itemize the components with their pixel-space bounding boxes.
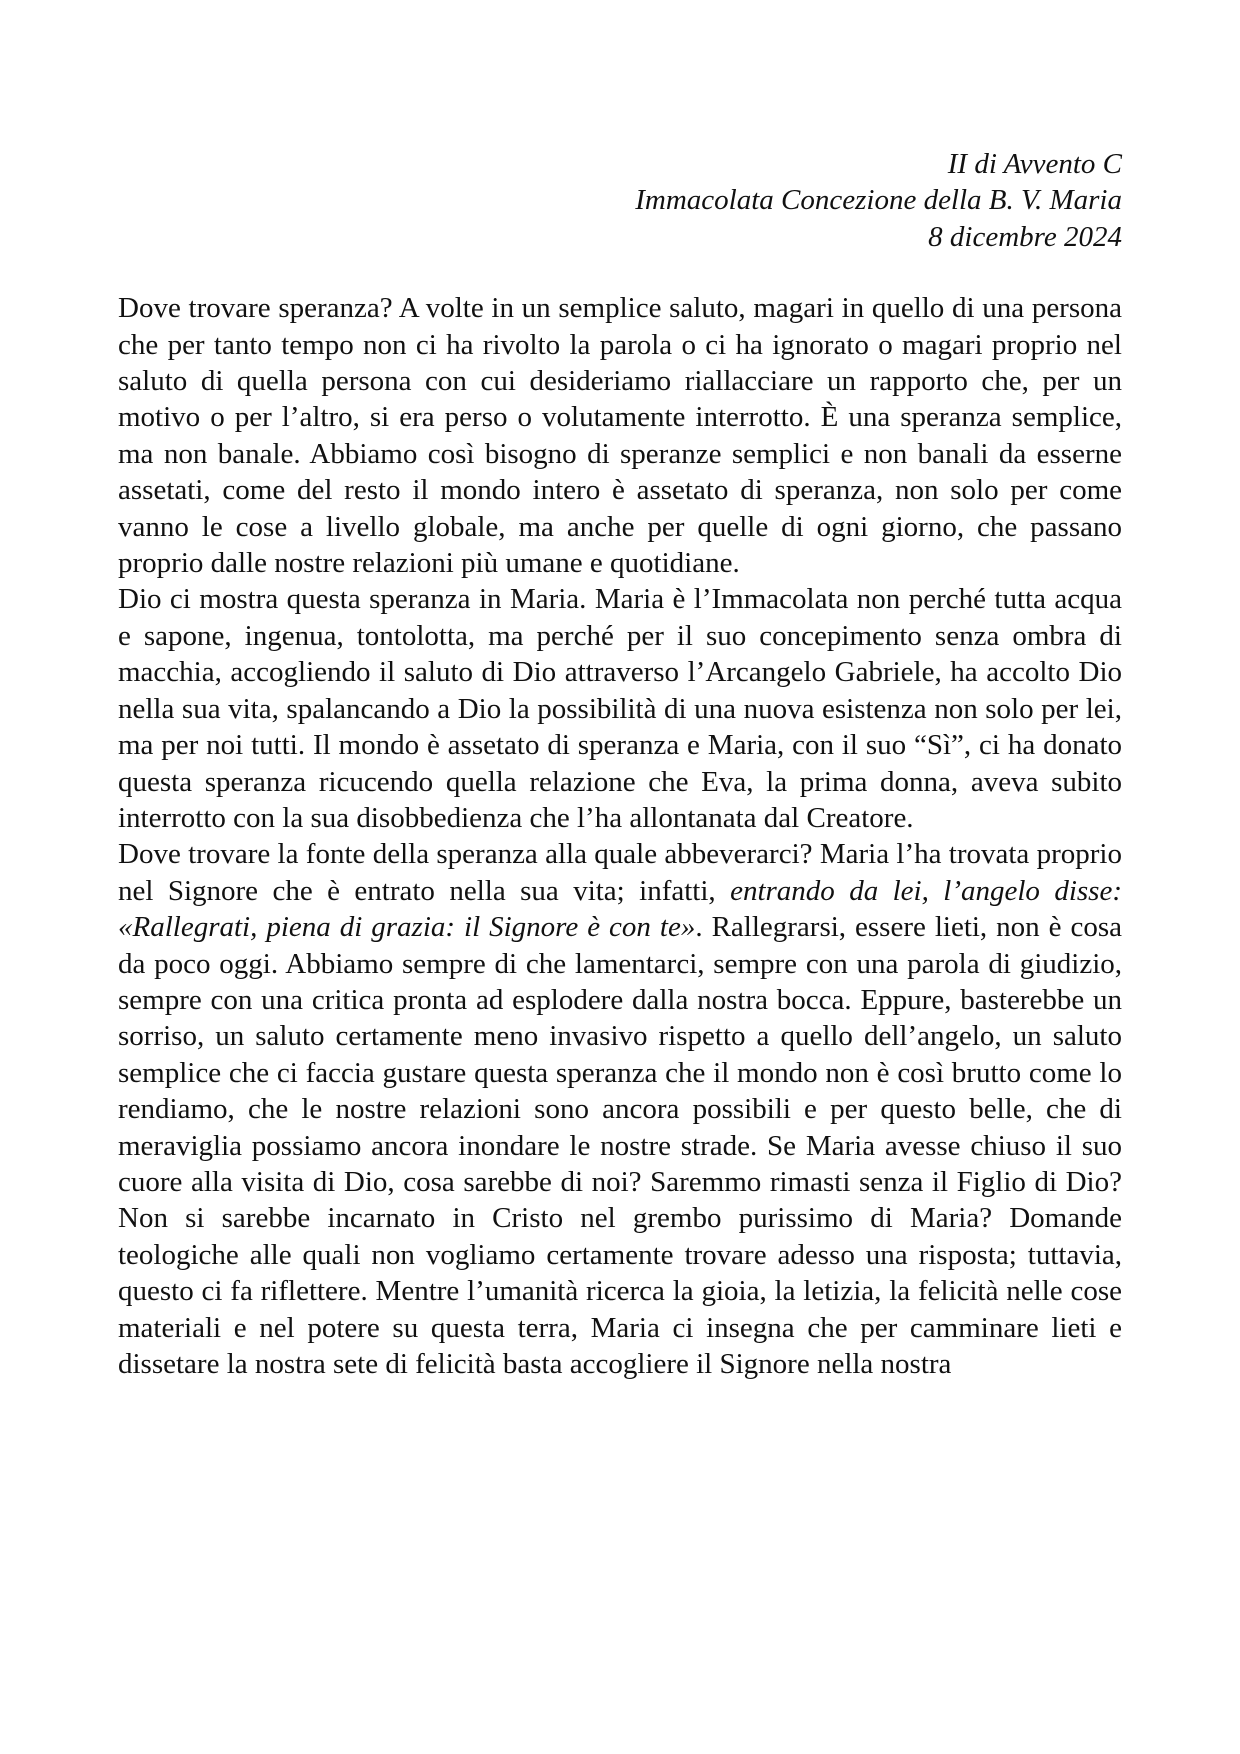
- document-header: [118, 146, 1122, 255]
- paragraph-3-body: . Rallegrarsi, essere lieti, non è cosa da poco oggi. Abbiamo sempre di che lamentarci, sempre con una parola di giudizio, sempre con una critica pronta ad esplodere dalla nostra bocca. Eppure, basterebbe un sorriso, un saluto certamente meno invasivo rispetto a quello dell’angelo, un saluto semplice che ci faccia gustare questa speranza che il mondo non è così brutto come lo rendiamo, che le nostre relazioni sono ancora possibili e per questo belle, che di meraviglia possiamo ancora inondare le nostre strade. Se Maria avesse chiuso il suo cuore alla visita di Dio, cosa sarebbe di noi? Saremmo rimasti senza il Figlio di Dio? Non si sarebbe incarnato in Cristo nel grembo purissimo di Maria? Domande teologiche alle quali non vogliamo certamente trovare adesso una risposta; tuttavia, questo ci fa riflettere. Mentre l’umanità ricerca la gioia, la letizia, la felicità nelle cose materiali e nel potere su questa terra, Maria ci insegna che per camminare lieti e dissetare la nostra sete di felicità basta accogliere il Signore nella nostra: [118, 911, 1123, 1380]
- gospel-quote: entrando da lei, l’angelo disse: «Rallegrati, piena di grazia: il Signore è con te»: [118, 874, 1122, 944]
- header-feast-title: Immacolata Concezione della B. V. Maria: [635, 184, 1122, 217]
- paragraph-1: Dove trovare speranza? A volte in un semplice saluto, magari in quello di una persona che per tanto tempo non ci ha rivolto la parola o ci ha ignorato o magari proprio nel saluto di quella persona con cui desideriamo riallacciare un rapporto che, per un motivo o per l’altro, si era perso o volutamente interrotto. È una speranza semplice, ma non banale. Abbiamo così bisogno di speranze semplici e non banali da esserne assetati, come del resto il mondo intero è assetato di speranza, non solo per come vanno le cose a livello globale, ma anche per quelle di ogni giorno, che passano proprio dalle nostre relazioni più umane e quotidiane.: [118, 292, 1122, 580]
- paragraph-2: Dio ci mostra questa speranza in Maria. Maria è l’Immacolata non perché tutta acqua e sapone, ingenua, tontolotta, ma perché per il suo concepimento senza ombra di macchia, accogliendo il saluto di Dio attraverso l’Arcangelo Gabriele, ha accolto Dio nella sua vita, spalancando a Dio la possibilità di una nuova esistenza non solo per lei, ma per noi tutti. Il mondo è assetato di speranza e Maria, con il suo “Sì”, ci ha donato questa speranza ricucendo quella relazione che Eva, la prima donna, aveva subito interrotto con la sua disobbedienza che l’ha allontanata dal Creatore.: [118, 583, 1122, 834]
- header-date: 8 dicembre 2024: [928, 220, 1122, 253]
- paragraph-3: [118, 836, 1122, 1382]
- document-page: [118, 146, 1122, 1382]
- header-liturgical-day: II di Avvento C: [947, 148, 1122, 180]
- paragraph-3-intro: Dove trovare la fonte della speranza alla quale abbeverarci? Maria l’ha trovata proprio nel Signore che è entrato nella sua vita; infatti,: [118, 838, 1122, 907]
